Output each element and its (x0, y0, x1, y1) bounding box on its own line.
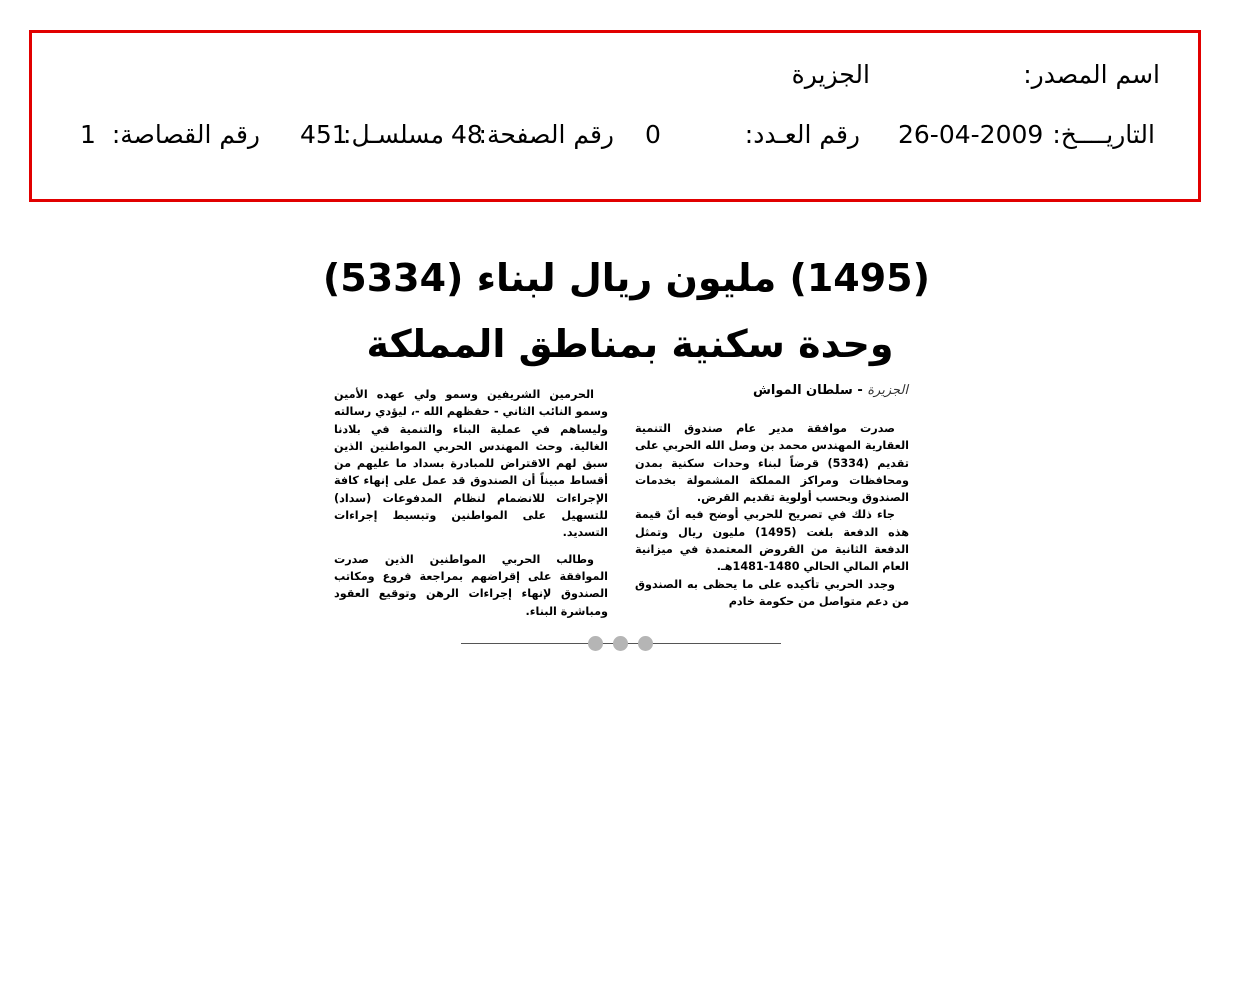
byline-brand: الجزيرة (867, 383, 908, 398)
page-label: رقم الصفحة: (478, 120, 614, 149)
clip-label: رقم القصاصة: (111, 120, 260, 149)
date-label: التاريــــخ: (1052, 120, 1155, 149)
byline-author: سلطان المواش (752, 383, 853, 398)
issue-label: رقم العـدد: (744, 120, 860, 149)
serial-value: 451 (300, 120, 348, 149)
date-value: 26-04-2009 (898, 120, 1044, 149)
issue-value: 0 (645, 120, 661, 149)
byline (640, 383, 908, 398)
source-label: اسم المصدر: (1023, 60, 1160, 89)
article-column-left (334, 386, 608, 620)
serial-label: مسلسـل: (343, 120, 444, 149)
divider-dot (588, 636, 603, 651)
headline-line-1: (1495) مليون ريال لبناء (5334) (322, 256, 930, 300)
article-paragraph: وجدد الحربي تأكيده على ما يحظى به الصندوق من دعم متواصل من حكومة خادم (635, 577, 909, 608)
article-paragraph: وطالب الحربي المواطنين الذين صدرت الموافقة على إقراضهم بمراجعة فروع ومكاتب الصندوق لإنهاء إجراءات الرهن وتوقيع العقود ومباشرة البناء. (334, 552, 608, 618)
byline-separator: - (852, 383, 868, 398)
article-column-right (635, 420, 909, 610)
divider-dot (638, 636, 653, 651)
source-value: الجزيرة (791, 60, 870, 89)
clip-value: 1 (80, 120, 96, 149)
article-paragraph: صدرت موافقة مدير عام صندوق التنمية العقارية المهندس محمد بن وصل الله الحربي على تقديم (5334) قرضاً لبناء وحدات سكنية بمدن ومحافظات ومراكز المملكة المشمولة بخدمات الصندوق وبحسب أولوية تقديم القرض. (635, 422, 909, 505)
article-paragraph: جاء ذلك في تصريح للحربي أوضح فيه أنّ قيمة هذه الدفعة بلغت (1495) مليون ريال وتمثل الدفعة الثانية من القروض المعتمدة في ميزانية العام المالي الحالي 1480-1481هـ. (635, 508, 909, 574)
headline-line-2: وحدة سكنية بمناطق المملكة (366, 322, 894, 366)
page-value: 48 (451, 120, 483, 149)
article-paragraph: الحرمين الشريفين وسمو ولي عهده الأمين وسمو النائب الثاني - حفظهم الله -، ليؤدي رسالته وليساهم في عملية البناء والتنمية في بلادنا الغالية. وحث المهندس الحربي المواطنين الذين سبق لهم الاقتراض للمبادرة بسداد ما عليهم من أقساط مبيناً أن الصندوق قد عمل على إنهاء كافة الإجراءات للانضمام لنظام المدفوعات (سداد) للتسهيل على المواطنين وتبسيط إجراءات التسديد. (334, 388, 608, 540)
divider-dot (613, 636, 628, 651)
clipping-header-box (29, 30, 1201, 202)
